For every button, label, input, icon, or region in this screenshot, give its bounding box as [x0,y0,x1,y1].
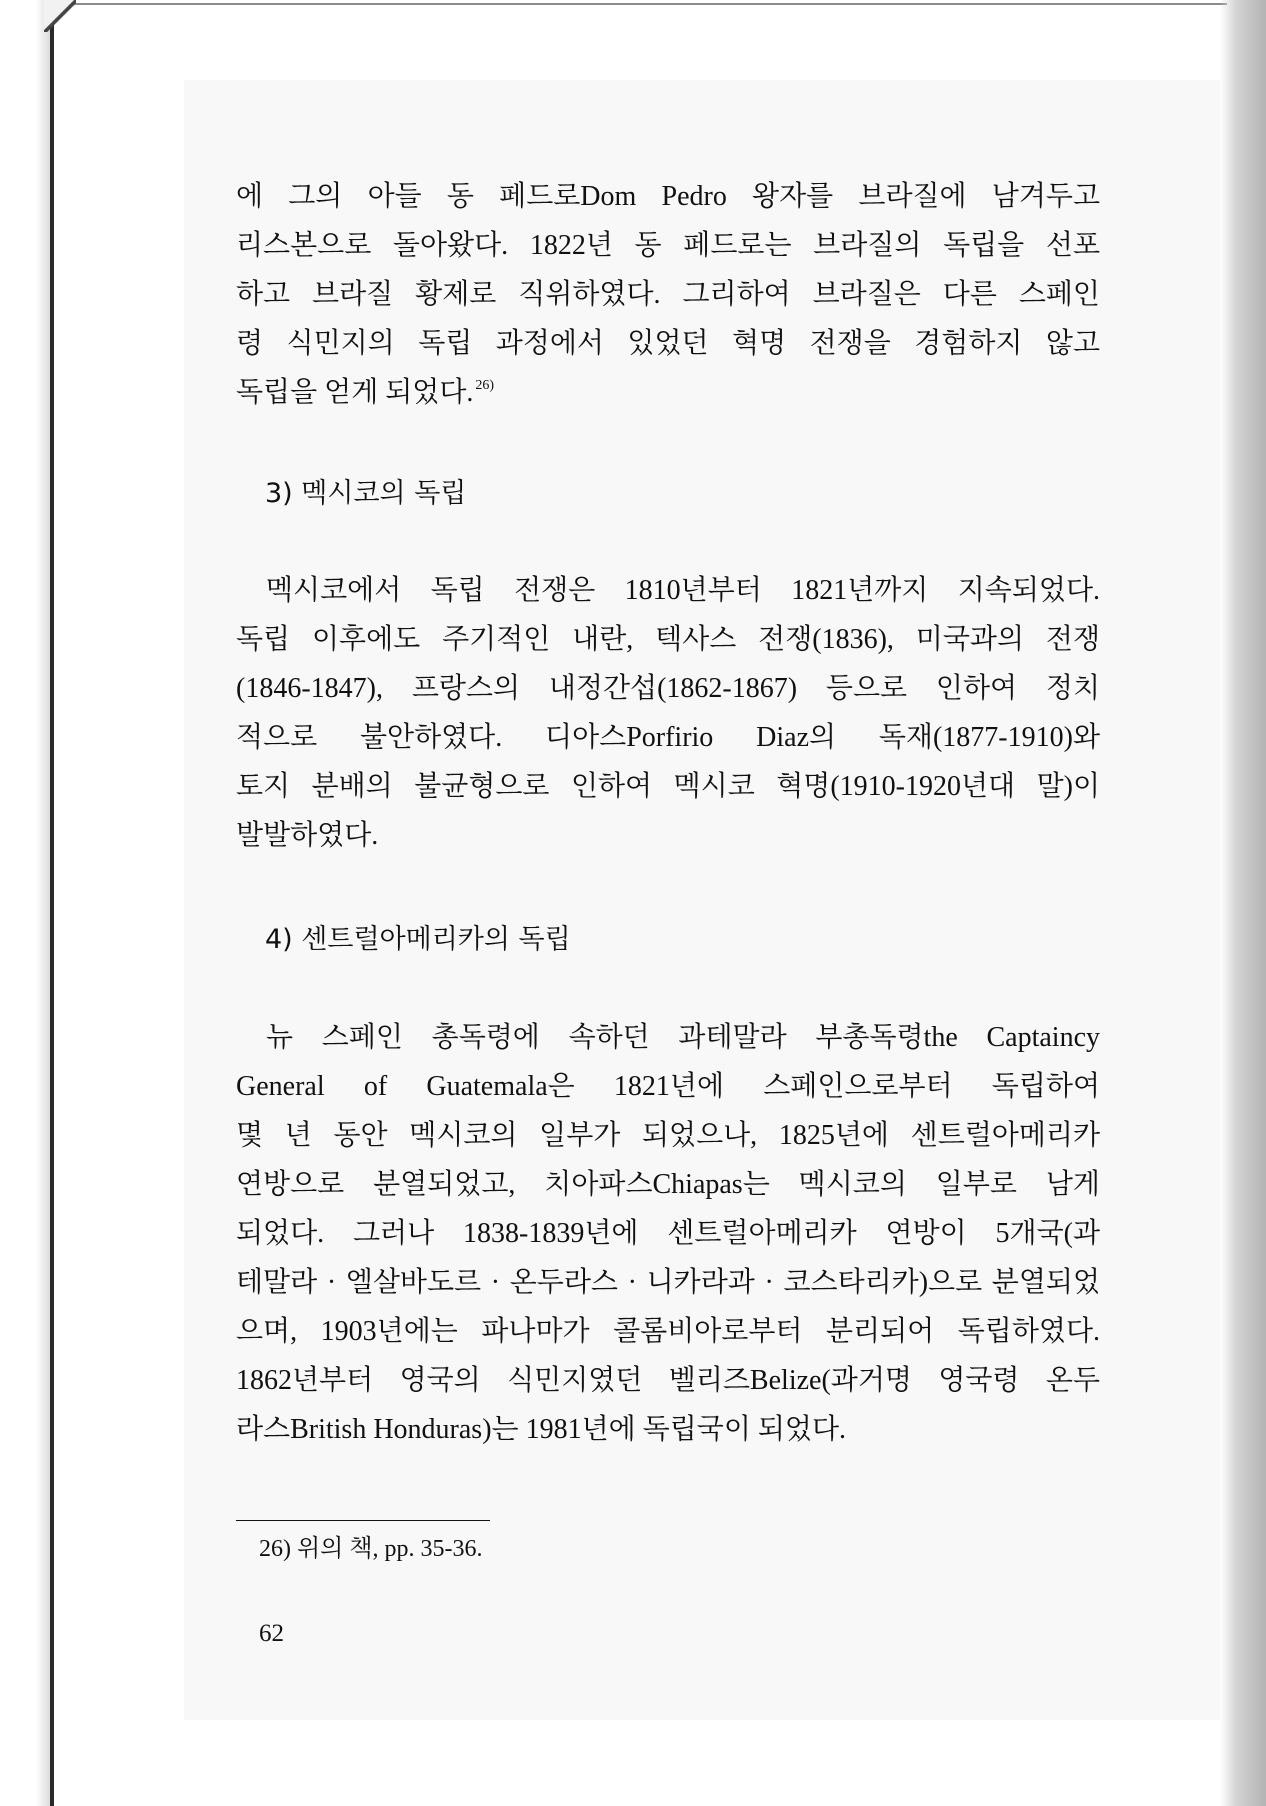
text-line-content: 독립을 얻게 되었다. [236,377,474,408]
text-line: 에 그의 아들 동 페드로Dom Pedro 왕자를 브라질에 남겨두고 [236,181,1100,212]
text-line: 테말라 · 엘살바도르 · 온두라스 · 니카라과 · 코스타리카)으로 분열되었 [236,1267,1100,1298]
text-line: 1862년부터 영국의 식민지였던 벨리즈Belize(과거명 영국령 온두 [236,1365,1100,1396]
text-line: 토지 분배의 불균형으로 인하여 멕시코 혁명(1910-1920년대 말)이 [236,771,1100,802]
text-line: 라스British Honduras)는 1981년에 독립국이 되었다. [236,1414,847,1445]
text-line: 적으로 불안하였다. 디아스Porfirio Diaz의 독재(1877-1910)와 [236,722,1100,753]
text-line: 몇 년 동안 멕시코의 일부가 되었으나, 1825년에 센트럴아메리카 [236,1120,1100,1151]
text-line: 뉴 스페인 총독령에 속하던 과테말라 부총독령the Captaincy [266,1022,1100,1053]
section-heading-mexico: 3) 멕시코의 독립 [265,478,467,509]
paragraph-central-america [236,1013,1100,1454]
text-line: 멕시코에서 독립 전쟁은 1810년부터 1821년까지 지속되었다. [266,575,1100,606]
text-line: 하고 브라질 황제로 직위하였다. 그리하여 브라질은 다른 스페인 [236,279,1100,310]
text-line: General of Guatemala은 1821년에 스페인으로부터 독립하여 [236,1071,1100,1102]
footnote-ref: 26) [475,378,495,393]
text-line: 독립 이후에도 주기적인 내란, 텍사스 전쟁(1836), 미국과의 전쟁 [236,624,1100,655]
text-line: 발발하였다. [236,820,379,851]
page-top-edge [62,3,1227,5]
text-line: 으며, 1903년에는 파나마가 콜롬비아로부터 분리되어 독립하였다. [236,1316,1100,1347]
text-line [236,368,1100,417]
text-line: 연방으로 분열되었고, 치아파스Chiapas는 멕시코의 일부로 남게 [236,1169,1100,1200]
page-fold-corner [44,0,76,32]
text-line: 되었다. 그러나 1838-1839년에 센트럴아메리카 연방이 5개국(과 [236,1218,1100,1249]
paragraph-brazil [236,172,1100,417]
paragraph-mexico [236,566,1100,860]
text-line: 령 식민지의 독립 과정에서 있었던 혁명 전쟁을 경험하지 않고 [236,328,1100,359]
page-left-edge [50,6,54,1806]
text-line: 리스본으로 돌아왔다. 1822년 동 페드로는 브라질의 독립을 선포 [236,230,1100,261]
text-line: (1846-1847), 프랑스의 내정간섭(1862-1867) 등으로 인하여 정치 [236,673,1100,704]
page-number: 62 [259,1620,284,1647]
footnote-rule [236,1520,490,1521]
footnote: 26) 위의 책, pp. 35-36. [259,1536,483,1562]
section-heading-central-america: 4) 센트럴아메리카의 독립 [265,924,571,955]
page-right-shadow [1220,0,1266,1806]
